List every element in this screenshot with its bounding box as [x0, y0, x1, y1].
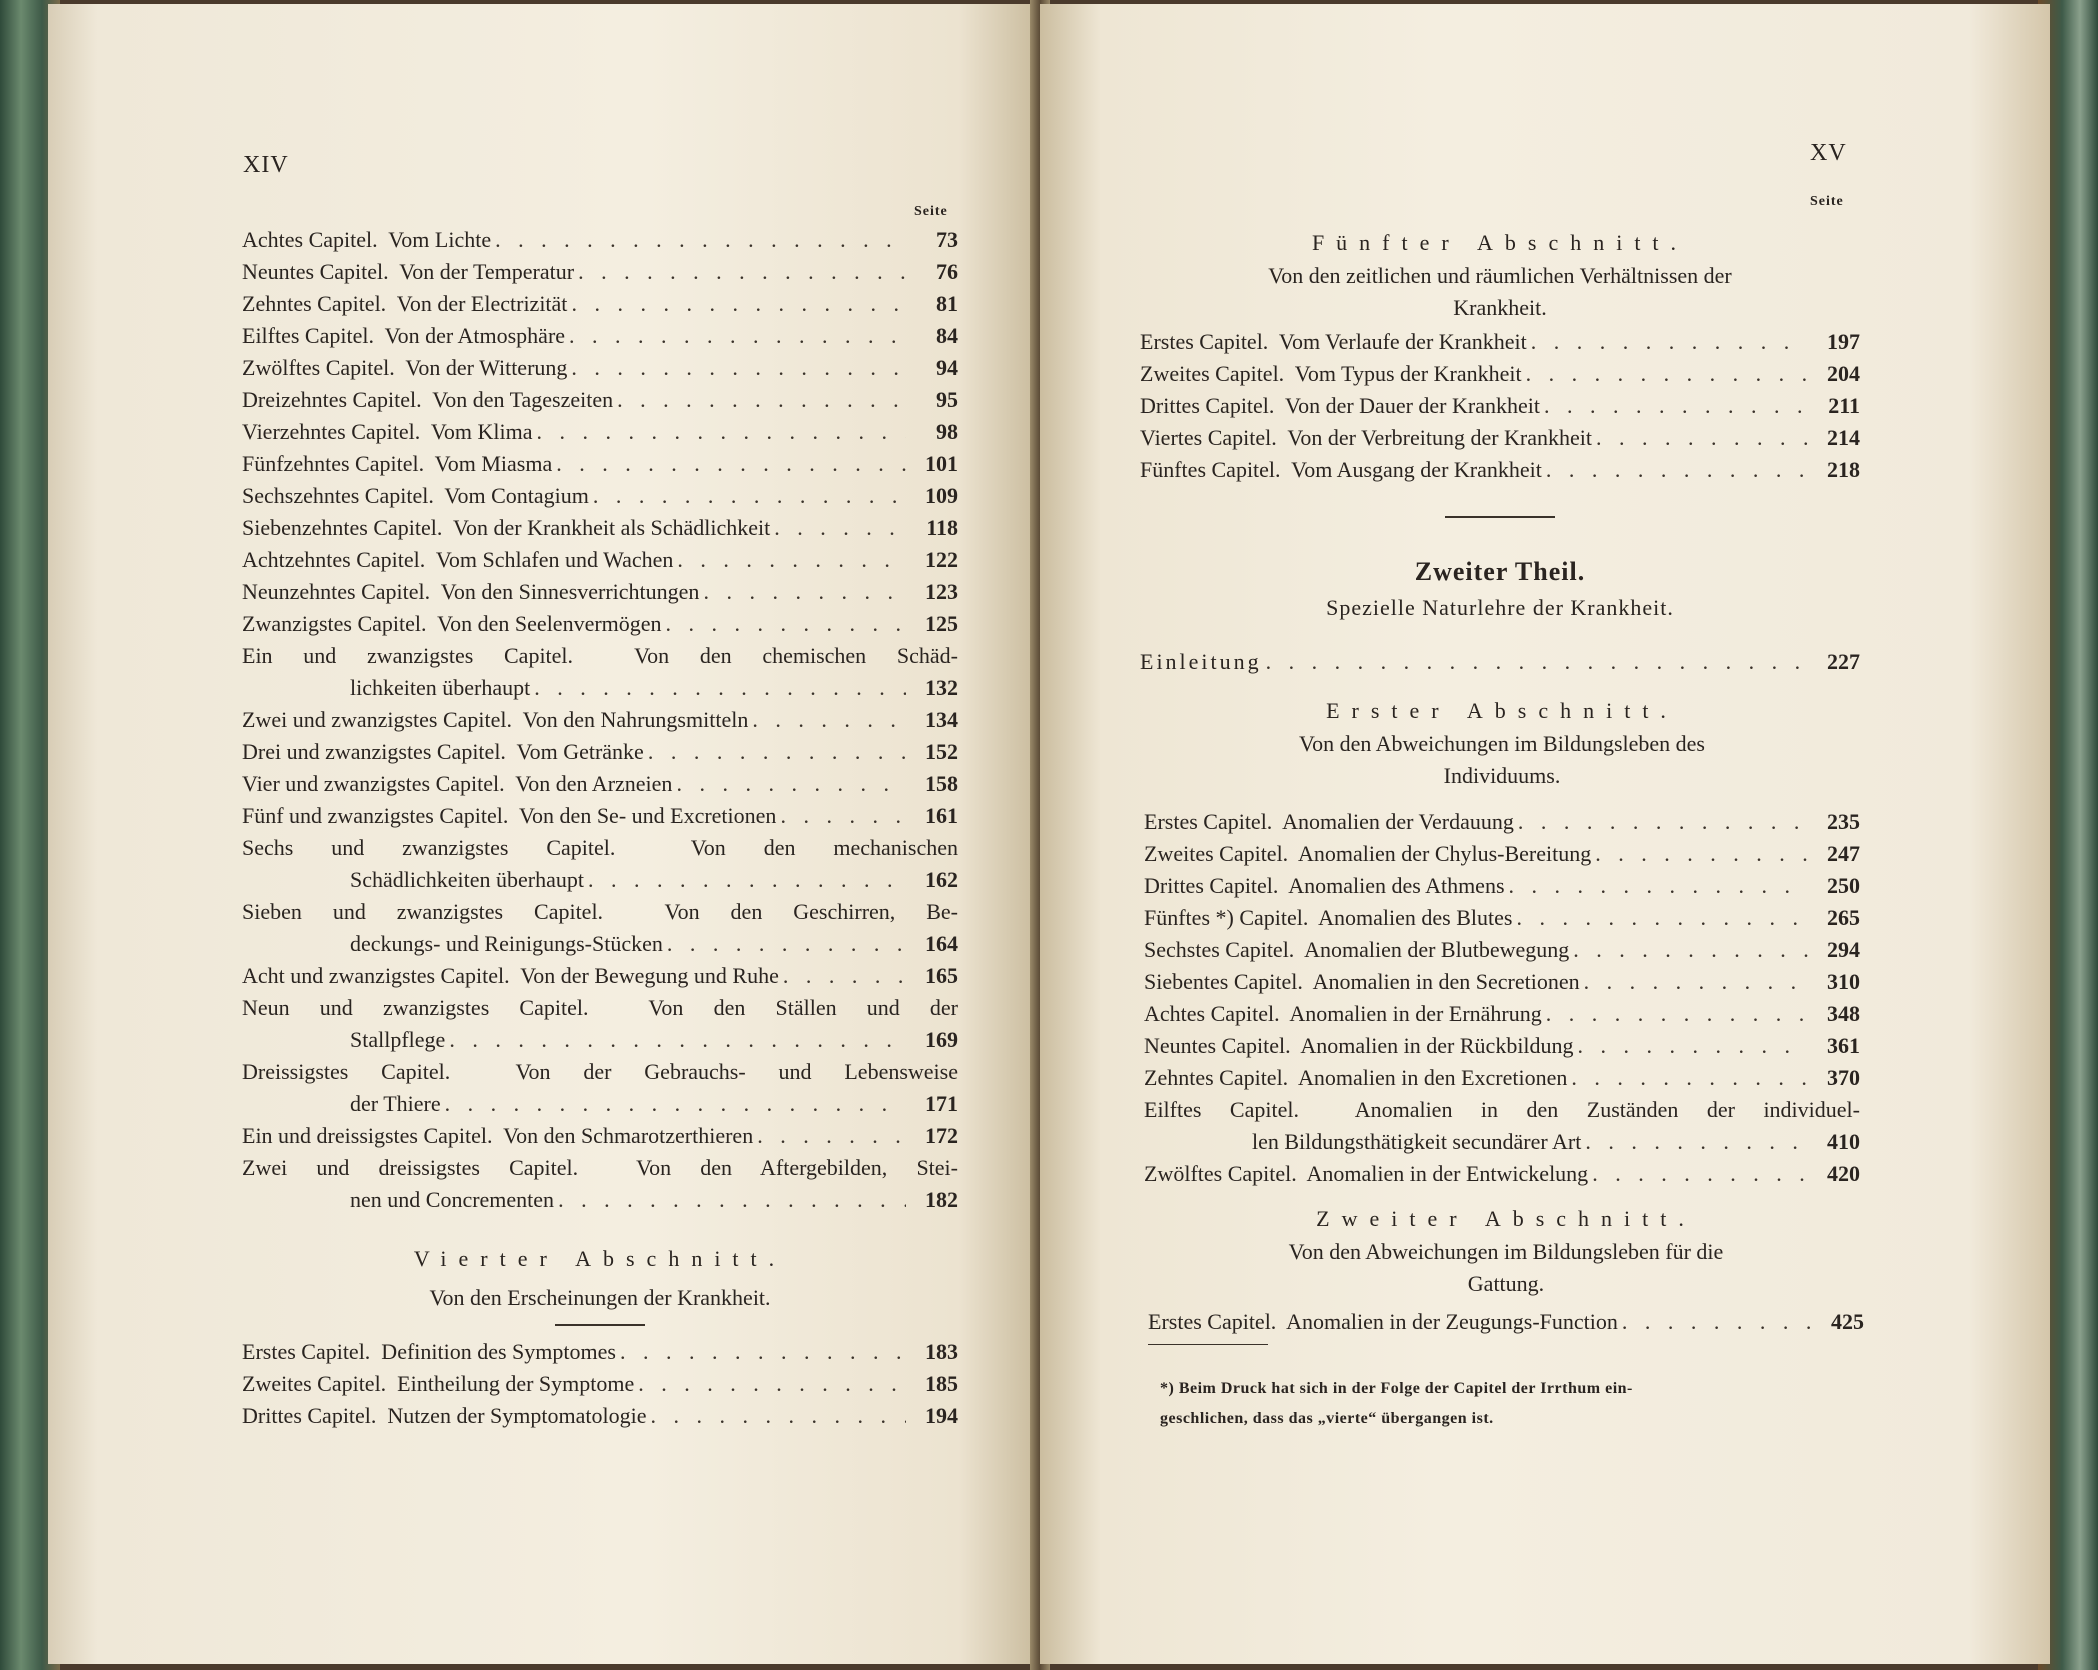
entry-title: Zwölftes Capitel. Von der Witterung — [242, 355, 568, 380]
leader-dots — [650, 1400, 906, 1432]
section-title: Erster Abschnitt. — [1326, 698, 1678, 723]
toc-entry[interactable] — [242, 480, 958, 512]
entry-page: 94 — [936, 355, 958, 380]
section-subtitle: Von den Abweichungen im Bildungsleben für die — [1288, 1239, 1724, 1264]
toc-entry[interactable] — [1144, 870, 1860, 902]
leader-dots — [648, 736, 906, 768]
leader-dots — [1571, 1062, 1808, 1094]
toc-list — [242, 224, 958, 1216]
section-vierter — [242, 1242, 958, 1432]
toc-entry[interactable] — [242, 1088, 958, 1120]
leader-dots — [752, 704, 906, 736]
entry-title: Erstes Capitel. Definition des Symptomes — [242, 1339, 616, 1364]
toc-entry[interactable] — [242, 736, 958, 768]
leader-dots — [677, 544, 906, 576]
entry-page: 204 — [1827, 361, 1860, 386]
toc-entry[interactable] — [1144, 1030, 1860, 1062]
footnote-line: geschlichen, dass das „vierte“ übergangen ist. — [1160, 1410, 1494, 1427]
toc-entry[interactable] — [1144, 1094, 1860, 1126]
entry-title: Sechs und zwanzigstes Capitel. Von den mechanischen — [242, 835, 958, 860]
leader-dots — [1596, 422, 1808, 454]
entry-page: 101 — [925, 451, 958, 476]
leader-dots — [620, 1336, 906, 1368]
leader-dots — [638, 1368, 906, 1400]
toc-entry[interactable] — [242, 928, 958, 960]
entry-title: Achtes Capitel. Vom Lichte — [242, 227, 492, 252]
leader-dots — [569, 320, 906, 352]
entry-title: Drei und zwanzigstes Capitel. Vom Getränke — [242, 739, 644, 764]
entry-title: Neunzehntes Capitel. Von den Sinnesverrichtungen — [242, 579, 700, 604]
section-rule — [1445, 516, 1555, 518]
leader-dots — [667, 928, 906, 960]
leader-dots — [558, 1184, 906, 1216]
toc-entry[interactable] — [242, 448, 958, 480]
entry-title: Fünftes *) Capitel. Anomalien des Blutes — [1144, 905, 1513, 930]
entry-page: 218 — [1827, 457, 1860, 482]
toc-entry[interactable] — [1144, 902, 1860, 934]
part-subtitle: Spezielle Naturlehre der Krankheit. — [1326, 595, 1674, 620]
entry-title: Drittes Capitel. Nutzen der Symptomatologie — [242, 1403, 647, 1428]
toc-entry[interactable] — [242, 544, 958, 576]
section-subtitle: Von den Erscheinungen der Krankheit. — [429, 1285, 771, 1310]
footnote-line: *) Beim Druck hat sich in der Folge der Capitel der Irrthum ein- — [1160, 1380, 1633, 1397]
entry-title: Zwei und zwanzigstes Capitel. Von den Nahrungsmitteln — [242, 707, 749, 732]
toc-entry[interactable] — [1140, 390, 1860, 422]
toc-entry[interactable] — [242, 608, 958, 640]
entry-title: Sieben und zwanzigstes Capitel. Von den Geschirren, Be- — [242, 899, 958, 924]
section-subtitle: Krankheit. — [1453, 295, 1547, 320]
toc-entry[interactable] — [1140, 454, 1860, 486]
entry-page: 95 — [936, 387, 958, 412]
leader-dots — [757, 1120, 906, 1152]
section-subtitle: Gattung. — [1467, 1271, 1545, 1296]
leader-dots — [1509, 870, 1808, 902]
leader-dots — [780, 800, 906, 832]
entry-page: 164 — [925, 931, 958, 956]
toc-entry[interactable] — [242, 416, 958, 448]
entry-page: 410 — [1827, 1129, 1860, 1154]
left-page — [48, 4, 1038, 1664]
entry-page: 247 — [1827, 841, 1860, 866]
leader-dots — [445, 1088, 906, 1120]
entry-title: Zwanzigstes Capitel. Von den Seelenvermögen — [242, 611, 662, 636]
entry-title: Sechstes Capitel. Anomalien der Blutbewegung — [1144, 937, 1570, 962]
entry-title: Zwei und dreissigstes Capitel. Von den Aftergebilden, Stei- — [242, 1155, 958, 1180]
leader-dots — [1266, 646, 1808, 678]
entry-title: Stallpflege — [350, 1027, 446, 1052]
leader-dots — [1592, 1158, 1808, 1190]
entry-title: Sechszehntes Capitel. Vom Contagium — [242, 483, 589, 508]
entry-title: Erstes Capitel. Anomalien in der Zeugungs-Function — [1148, 1309, 1618, 1334]
entry-title: Ein und dreissigstes Capitel. Von den Schmarotzerthieren — [242, 1123, 754, 1148]
page-number: XIV — [243, 152, 289, 178]
entry-title: Siebentes Capitel. Anomalien in den Secretionen — [1144, 969, 1580, 994]
footnote-rule — [1148, 1344, 1268, 1345]
leader-dots — [1578, 1030, 1808, 1062]
leader-dots — [1622, 1306, 1812, 1338]
entry-page: 227 — [1827, 649, 1860, 674]
entry-title: Zweites Capitel. Vom Typus der Krankheit — [1140, 361, 1522, 386]
toc-entry[interactable] — [242, 288, 958, 320]
entry-title: Zweites Capitel. Eintheilung der Symptome — [242, 1371, 635, 1396]
leader-dots — [556, 448, 906, 480]
entry-title: Dreizehntes Capitel. Von den Tageszeiten — [242, 387, 614, 412]
entry-page: 122 — [925, 547, 958, 572]
toc-entry[interactable] — [242, 320, 958, 352]
entry-page: 162 — [925, 867, 958, 892]
toc-entry[interactable] — [242, 960, 958, 992]
entry-title: Drittes Capitel. Von der Dauer der Krankheit — [1140, 393, 1540, 418]
toc-entry-einleitung[interactable] — [1140, 646, 1860, 678]
entry-title: Drittes Capitel. Anomalien des Athmens — [1144, 873, 1505, 898]
entry-page: 310 — [1827, 969, 1860, 994]
toc-entry[interactable] — [1140, 358, 1860, 390]
section-fuenfter — [1140, 226, 1860, 518]
toc-entry[interactable] — [242, 768, 958, 800]
entry-page: 125 — [925, 611, 958, 636]
toc-entry[interactable] — [242, 1056, 958, 1088]
entry-title: Zehntes Capitel. Anomalien in den Excretionen — [1144, 1065, 1568, 1090]
leader-dots — [1526, 358, 1808, 390]
toc-entry[interactable] — [242, 576, 958, 608]
leader-dots — [1544, 390, 1808, 422]
entry-page: 194 — [925, 1403, 958, 1428]
entry-title: Neun und zwanzigstes Capitel. Von den Ställen und der — [242, 995, 958, 1020]
entry-page: 118 — [926, 515, 958, 540]
toc-entry[interactable] — [242, 800, 958, 832]
entry-page: 235 — [1827, 809, 1860, 834]
toc-entry[interactable] — [242, 224, 958, 256]
entry-page: 182 — [925, 1187, 958, 1212]
leader-dots — [571, 352, 906, 384]
toc-entry[interactable] — [242, 640, 958, 672]
toc-entry[interactable] — [242, 896, 958, 928]
leader-dots — [495, 224, 906, 256]
entry-title: Acht und zwanzigstes Capitel. Von der Bewegung und Ruhe — [242, 963, 779, 988]
toc-list — [1148, 1306, 1864, 1338]
entry-page: 172 — [925, 1123, 958, 1148]
entry-title: Fünf und zwanzigstes Capitel. Von den Se- und Excretionen — [242, 803, 777, 828]
toc-entry[interactable] — [242, 1120, 958, 1152]
entry-page: 425 — [1831, 1309, 1864, 1334]
entry-page: 250 — [1827, 873, 1860, 898]
toc-entry[interactable] — [1144, 998, 1860, 1030]
entry-page: 152 — [925, 739, 958, 764]
seite-label: Seite — [1810, 194, 1844, 209]
entry-title: nen und Concrementen — [350, 1187, 555, 1212]
entry-page: 171 — [925, 1091, 958, 1116]
entry-page: 197 — [1827, 329, 1860, 354]
toc-entry[interactable] — [242, 512, 958, 544]
toc-entry[interactable] — [1140, 422, 1860, 454]
toc-entry[interactable] — [1144, 806, 1860, 838]
entry-page: 348 — [1827, 1001, 1860, 1026]
toc-entry[interactable] — [242, 832, 958, 864]
toc-entry[interactable] — [1144, 1158, 1860, 1190]
leader-dots — [1516, 902, 1808, 934]
entry-title: Ein und zwanzigstes Capitel. Von den chemischen Schäd- — [242, 643, 958, 668]
page-number: XV — [1810, 140, 1847, 166]
entry-title: Dreissigstes Capitel. Von der Gebrauchs- und Lebensweise — [242, 1059, 958, 1084]
entry-title: len Bildungsthätigkeit secundärer Art — [1252, 1129, 1582, 1154]
toc-entry[interactable] — [242, 1024, 958, 1056]
entry-title: Erstes Capitel. Anomalien der Verdauung — [1144, 809, 1514, 834]
toc-entry[interactable] — [242, 992, 958, 1024]
entry-page: 158 — [925, 771, 958, 796]
entry-title: Zwölftes Capitel. Anomalien in der Entwickelung — [1144, 1161, 1589, 1186]
leader-dots — [617, 384, 906, 416]
entry-title: Schädlichkeiten überhaupt — [350, 867, 584, 892]
entry-title: Achtzehntes Capitel. Vom Schlafen und Wachen — [242, 547, 674, 572]
entry-page: 132 — [925, 675, 958, 700]
leader-dots — [593, 480, 906, 512]
entry-title: Viertes Capitel. Von der Verbreitung der Krankheit — [1140, 425, 1593, 450]
entry-page: 265 — [1827, 905, 1860, 930]
entry-title: Neuntes Capitel. Von der Temperatur — [242, 259, 575, 284]
entry-page: 165 — [925, 963, 958, 988]
entry-title: lichkeiten überhaupt — [350, 675, 531, 700]
part-zweiter-theil — [1140, 552, 1860, 678]
entry-title: Vier und zwanzigstes Capitel. Von den Arzneien — [242, 771, 673, 796]
section-erster — [1144, 694, 1860, 1190]
entry-page: 211 — [1828, 393, 1860, 418]
toc-entry[interactable] — [1144, 1126, 1860, 1158]
entry-page: 81 — [936, 291, 958, 316]
entry-page: 361 — [1827, 1033, 1860, 1058]
toc-entry[interactable] — [1144, 1062, 1860, 1094]
toc-entry[interactable] — [242, 704, 958, 736]
entry-title: Fünftes Capitel. Vom Ausgang der Krankheit — [1140, 457, 1542, 482]
section-subtitle: Individuums. — [1443, 763, 1561, 788]
entry-page: 214 — [1827, 425, 1860, 450]
leader-dots — [774, 512, 906, 544]
toc-list — [242, 1336, 958, 1432]
entry-title: Erstes Capitel. Vom Verlaufe der Krankheit — [1140, 329, 1527, 354]
entry-page: 84 — [936, 323, 958, 348]
section-rule — [555, 1324, 645, 1326]
leader-dots — [1518, 806, 1808, 838]
toc-entry[interactable] — [242, 352, 958, 384]
entry-title: der Thiere — [350, 1091, 441, 1116]
entry-title: Eilftes Capitel. Anomalien in den Zuständen der individuel- — [1144, 1097, 1860, 1122]
leader-dots — [578, 256, 906, 288]
toc-entry[interactable] — [1140, 326, 1860, 358]
footnote — [1160, 1374, 1880, 1434]
toc-entry[interactable] — [1144, 838, 1860, 870]
toc-list — [1144, 806, 1860, 1190]
entry-title: Zehntes Capitel. Von der Electrizität — [242, 291, 568, 316]
toc-entry[interactable] — [1144, 934, 1860, 966]
entry-page: 109 — [925, 483, 958, 508]
toc-entry[interactable] — [242, 864, 958, 896]
toc-entry[interactable] — [242, 1336, 958, 1368]
leader-dots — [588, 864, 906, 896]
entry-page: 161 — [925, 803, 958, 828]
leader-dots — [1546, 998, 1808, 1030]
toc-entry[interactable] — [242, 256, 958, 288]
toc-list — [1140, 326, 1860, 486]
entry-page: 183 — [925, 1339, 958, 1364]
section-title: Vierter Abschnitt. — [413, 1246, 787, 1271]
section-subtitle: Von den zeitlichen und räumlichen Verhältnissen der — [1268, 263, 1732, 288]
toc-entry[interactable] — [242, 1184, 958, 1216]
entry-title: Neuntes Capitel. Anomalien in der Rückbildung — [1144, 1033, 1574, 1058]
entry-page: 73 — [936, 227, 958, 252]
entry-title: Eilftes Capitel. Von der Atmosphäre — [242, 323, 566, 348]
section-zweiter — [1148, 1202, 1864, 1345]
entry-page: 370 — [1827, 1065, 1860, 1090]
toc-entry[interactable] — [242, 1400, 958, 1432]
leader-dots — [537, 416, 906, 448]
entry-page: 134 — [925, 707, 958, 732]
leader-dots — [703, 576, 906, 608]
toc-entry[interactable] — [242, 1152, 958, 1184]
toc-entry[interactable] — [242, 1368, 958, 1400]
entry-page: 76 — [936, 259, 958, 284]
leader-dots — [1585, 1126, 1808, 1158]
leader-dots — [534, 672, 906, 704]
leader-dots — [1573, 934, 1808, 966]
toc-entry[interactable] — [242, 672, 958, 704]
section-title: Fünfter Abschnitt. — [1311, 230, 1689, 255]
entry-page: 98 — [936, 419, 958, 444]
toc-entry[interactable] — [242, 384, 958, 416]
entry-page: 294 — [1827, 937, 1860, 962]
entry-title: Zweites Capitel. Anomalien der Chylus-Bereitung — [1144, 841, 1592, 866]
right-page — [1040, 4, 2050, 1664]
part-title: Zweiter Theil. — [1414, 557, 1586, 586]
leader-dots — [571, 288, 906, 320]
toc-entry[interactable] — [1148, 1306, 1864, 1338]
leader-dots — [1584, 966, 1808, 998]
section-subtitle: Von den Abweichungen im Bildungsleben des — [1299, 731, 1705, 756]
leader-dots — [1531, 326, 1808, 358]
leader-dots — [666, 608, 906, 640]
leader-dots — [783, 960, 906, 992]
leader-dots — [449, 1024, 906, 1056]
entry-title: Achtes Capitel. Anomalien in der Ernährung — [1144, 1001, 1542, 1026]
leader-dots — [1546, 454, 1808, 486]
entry-title: Fünfzehntes Capitel. Vom Miasma — [242, 451, 553, 476]
leader-dots — [1595, 838, 1808, 870]
toc-entry[interactable] — [1144, 966, 1860, 998]
entry-title: Einleitung — [1140, 649, 1262, 674]
section-title: Zweiter Abschnitt. — [1316, 1206, 1696, 1231]
entry-page: 169 — [925, 1027, 958, 1052]
seite-label: Seite — [914, 204, 948, 219]
entry-title: Siebenzehntes Capitel. Von der Krankheit als Schädlichkeit — [242, 515, 771, 540]
leader-dots — [676, 768, 906, 800]
entry-page: 420 — [1827, 1161, 1860, 1186]
entry-page: 185 — [925, 1371, 958, 1396]
entry-title: Vierzehntes Capitel. Vom Klima — [242, 419, 533, 444]
entry-title: deckungs- und Reinigungs-Stücken — [350, 931, 663, 956]
entry-page: 123 — [925, 579, 958, 604]
